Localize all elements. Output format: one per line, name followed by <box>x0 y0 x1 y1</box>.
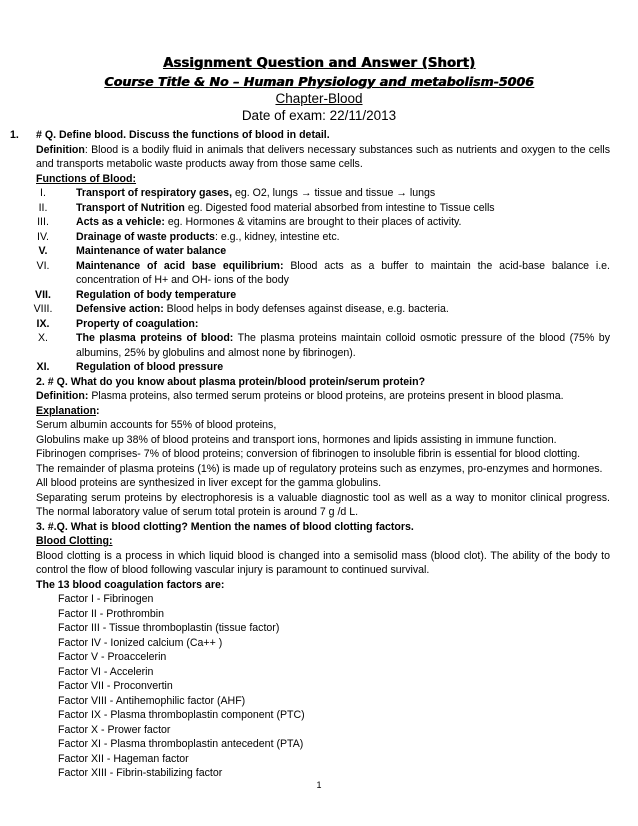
question-1-number: 1. <box>10 129 19 141</box>
question-1-text: # Q. Define blood. Discuss the functions of blood in detail. <box>36 129 330 141</box>
page-number: 1 <box>316 780 322 790</box>
factor-item: Factor X - Prower factor <box>58 723 171 736</box>
function-item: VI. Maintenance of acid base equilibrium: Blood acts as a buffer to maintain the acid-base balance i.e. concentration of H+ and OH- ions of the body <box>36 259 610 286</box>
factor-item: Factor V - Proaccelerin <box>58 651 167 663</box>
factor-item: Factor IV - Ionized calcium (Ca++ ) <box>58 636 223 649</box>
function-item: VIII. Defensive action: Blood helps in body defenses against disease, e.g. bacteria. <box>33 303 449 315</box>
functions-heading: Functions of Blood: <box>36 172 137 185</box>
factor-item: Factor XII - Hageman factor <box>58 752 189 765</box>
factors-heading: The 13 blood coagulation factors are: <box>36 578 225 591</box>
blood-clotting-text: Blood clotting is a process in which liquid blood is changed into a semisolid mass (blood clot). The ability of the body to control the flow of blood following vascular injury is paramount to continued survival. <box>36 549 610 576</box>
factor-item: Factor VI - Accelerin <box>58 665 154 678</box>
function-item: IV. Drainage of waste products: e.g., kidney, intestine etc. <box>37 230 340 243</box>
function-item: X. The plasma proteins of blood: The plasma proteins maintain colloid osmotic pressure of the blood (75% by albumins, 25% by globulins and almost none by fibrinogen). <box>37 332 610 359</box>
plasma-protein-definition: Definition: Plasma proteins, also termed serum proteins or blood proteins, are proteins present in blood plasma. <box>36 390 564 402</box>
function-item: III. Acts as a vehicle: eg. Hormones & vitamins are brought to their places of activity. <box>37 216 462 228</box>
explanation-line: All blood proteins are synthesized in liver except for the gamma globulins. <box>36 477 382 489</box>
explanation-line: Separating serum proteins by electrophoresis is a valuable diagnostic tool as well as a way to monitor clinical progress. The normal laboratory value of serum total protein is around 7 g /d L. <box>36 491 610 518</box>
exam-date: Date of exam: 22/11/2013 <box>241 108 397 123</box>
explanation-line: Fibrinogen comprises- 7% of blood proteins; conversion of fibrinogen to insoluble fibrin is essential for blood clotting. <box>36 448 581 460</box>
function-item: II. Transport of Nutrition eg. Digested food material absorbed from intestine to Tissue cells <box>38 201 495 214</box>
assignment-title: Assignment Question and Answer (Short) <box>162 56 476 71</box>
functions-list <box>10 186 610 375</box>
definition-label: Definition <box>36 143 85 156</box>
question-1 <box>10 128 610 143</box>
definition-label: Definition: <box>36 390 89 402</box>
factor-item: Factor II - Prothrombin <box>58 607 164 620</box>
factors-list <box>10 592 610 781</box>
blood-definition <box>10 143 610 172</box>
question-3: 3. #.Q. What is blood clotting? Mention the names of blood clotting factors. <box>36 520 414 533</box>
document-body <box>10 128 610 781</box>
factor-item: Factor IX - Plasma thromboplastin component (PTC) <box>58 709 305 721</box>
function-item: IX. Property of coagulation: <box>36 317 199 330</box>
explanation-line: Globulins make up 38% of blood proteins and transport ions, hormones and lipids assisting in immune function. <box>36 433 557 446</box>
factor-item: Factor VII - Proconvertin <box>58 680 173 692</box>
factor-item: Factor III - Tissue thromboplastin (tissue factor) <box>58 622 280 634</box>
blood-clotting-heading: Blood Clotting: <box>36 535 113 547</box>
function-item: I. Transport of respiratory gases, eg. O2, lungs → tissue and tissue → lungs <box>40 187 436 199</box>
definition-text: : Blood is a bodily fluid in animals that delivers necessary substances such as nutrients and oxygen to the cells and transports metabolic waste products away from those same cells. <box>36 143 610 170</box>
factor-item: Factor XIII - Fibrin-stabilizing factor <box>58 767 223 779</box>
factor-item: Factor VIII - Antihemophilic factor (AHF) <box>58 694 246 707</box>
function-item: V. Maintenance of water balance <box>38 245 227 257</box>
factor-item: Factor XI - Plasma thromboplastin antecedent (PTA) <box>58 738 304 750</box>
explanation-line: Serum albumin accounts for 55% of blood proteins, <box>36 419 277 431</box>
function-item: VII. Regulation of body temperature <box>35 288 237 301</box>
question-2-text: 2. # Q. What do you know about plasma protein/blood protein/serum protein? <box>36 375 426 388</box>
factor-item: Factor I - Fibrinogen <box>58 593 154 605</box>
function-item: XI. Regulation of blood pressure <box>36 361 224 373</box>
chapter-title: Chapter-Blood <box>275 91 363 106</box>
course-title: Course Title & No – Human Physiology and metabolism-5006 <box>104 74 534 89</box>
explanation-line: The remainder of plasma proteins (1%) is made up of regulatory proteins such as enzymes, pro-enzymes and hormones. <box>36 462 603 475</box>
explanation-heading: Explanation: <box>36 404 100 417</box>
